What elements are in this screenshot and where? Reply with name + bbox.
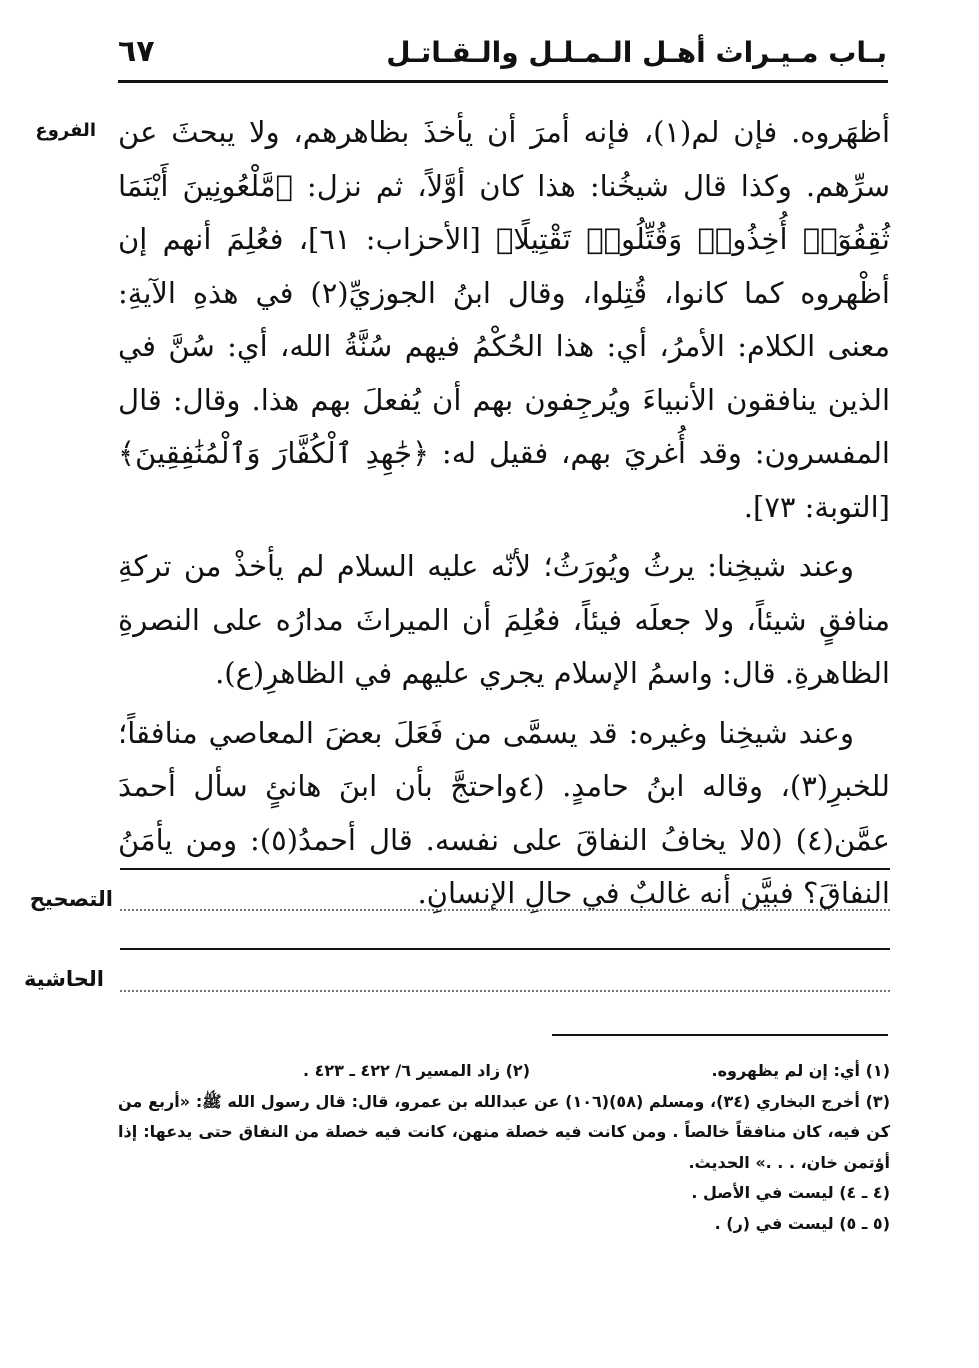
- page-number: ٦٧: [118, 34, 155, 69]
- footnote-4: (٤ ـ ٤) ليست في الأصل .: [691, 1183, 890, 1202]
- hashiya-dotted-line: [120, 990, 890, 992]
- footnote-5: (٥ ـ ٥) ليست في (ر) .: [714, 1213, 890, 1233]
- correction-dotted-line: [120, 909, 890, 911]
- footnotes: [118, 1056, 890, 1239]
- footnote-3: (٣) أخرج البخاري (٣٤)، ومسلم (٥٨)(١٠٦) عن عبدالله بن عمرو، قال: قال رسول الله ﷺ: «أربع من كن فيه، كان منافقاً خالصاً . ومن كانت فيه خصلة منهن، كانت فيه خصلة من النفاق حتى يدعها: إذا أؤتمن خان، . . .» الحديث.: [118, 1091, 890, 1172]
- paragraph: أظهَروه. فإن لم(١)، فإنه أمرَ أن يأخذَ بظاهرهم، ولا يبحثَ عن سرِّهم. وكذا قال شيخُنا: هذا كان أوَّلاً، ثم نزل: ﴿مَّلْعُونِينَ أَيْنَمَا ثُقِفُوٓا۟ أُخِذُوا۟ وَقُتِّلُوا۟ تَقْتِيلًا﴾ [الأحزاب: ٦١]، فعُلِمَ أنهم إن أظْهروه كما كانوا، قُتِلوا، وقال ابنُ الجوزيِّ(٢) في هذهِ الآيةِ: معنى الكلام: الأمرُ، أي: هذا الحُكْمُ فيهم سُنَّةُ الله، أي: سُنَّ في الذين ينافقون الأنبياءَ ويُرجِفون بهم أن يُفعلَ بهم هذا. وقال: قال المفسرون: وقد أُغريَ بهم، فقيل له: ﴿جَٰهِدِ ٱلْكُفَّارَ وَٱلْمُنَٰفِقِينَ﴾ [التوبة: ٧٣].: [118, 115, 891, 524]
- main-text: [118, 106, 890, 921]
- footnote-row: [118, 1056, 890, 1087]
- footnote-3-block: [118, 1087, 890, 1179]
- running-title: بـاب مـيـراث أهـل الـمـلـل والـقـاتـل: [386, 36, 887, 69]
- margin-label-furu: الفروع: [35, 120, 96, 141]
- correction-rule-top: [120, 868, 890, 870]
- footnote-2: (٢) زاد المسير ٦/ ٤٢٢ ـ ٤٢٣ .: [302, 1061, 530, 1080]
- footnote-1: (١) أي: إن لم يظهروه.: [711, 1061, 890, 1080]
- margin-label-hashiya: الحاشية: [23, 967, 104, 991]
- header-rule: [118, 80, 888, 83]
- paragraph: وعند شيخِنا: يرثُ ويُورَثُ؛ لأنّه عليه السلام لم يأخذْ من تركةِ منافقٍ شيئاً، ولا جعلَه فيئاً، فعُلِمَ أن الميراثَ مدارُه على النصرةِ الظاهرةِ. قال: واسمُ الإسلام يجري عليهم في الظاهرِ(ع).: [118, 549, 890, 690]
- paragraph: وعند شيخِنا وغيره: قد يسمَّى من فَعَلَ بعضَ المعاصي منافقاً؛ للخبرِ(٣)، وقاله ابنُ حامدٍ. (٤واحتجَّ بأن ابنَ هانئٍ سأل أحمدَ عمَّن(٤) (٥لا يخافُ النفاقَ على نفسه. قال أحمدُ(٥): ومن يأمَنُ النفاقَ؟ فبيَّن أنه غالبٌ في حالِ الإنسانِ.: [118, 715, 890, 910]
- footnote-separator: [552, 1034, 888, 1036]
- correction-rule-bottom: [120, 948, 890, 950]
- margin-label-tashih: التصحيح: [29, 887, 113, 911]
